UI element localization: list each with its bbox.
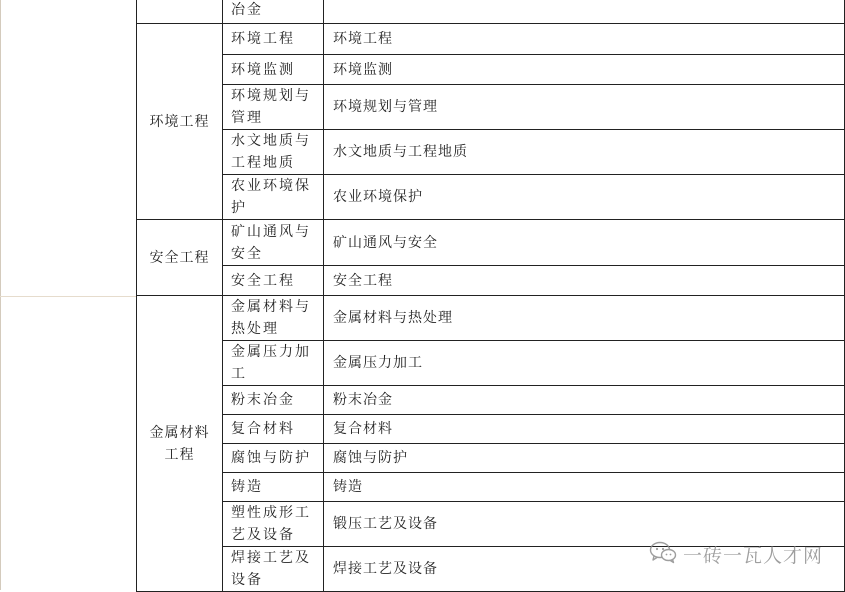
- page-left-border: [0, 0, 1, 590]
- table-row: [137, 130, 845, 175]
- major-cell: 农业环境保护: [324, 175, 845, 220]
- major-cell: 金属压力加工: [324, 341, 845, 386]
- table-row: [137, 386, 845, 415]
- major-cell: 粉末冶金: [324, 386, 845, 415]
- major-cell: 环境监测: [324, 55, 845, 85]
- table-row: [137, 341, 845, 386]
- table-row: [137, 473, 845, 502]
- category-cell: [137, 0, 223, 24]
- sub-major-cell: 安全工程: [223, 266, 324, 296]
- table-row: [137, 296, 845, 341]
- table-row: [137, 220, 845, 266]
- sub-major-cell: 环境工程: [223, 24, 324, 55]
- table-row: [137, 24, 845, 55]
- major-cell: 锻压工艺及设备: [324, 502, 845, 547]
- sub-major-cell: 金属材料与热处理: [223, 296, 324, 341]
- major-cell: [324, 0, 845, 24]
- watermark: [649, 540, 823, 569]
- major-cell: 复合材料: [324, 415, 845, 444]
- table-row: [137, 0, 845, 24]
- sub-major-cell: 水文地质与工程地质: [223, 130, 324, 175]
- sub-major-cell: 塑性成形工艺及设备: [223, 502, 324, 547]
- sub-major-cell: 农业环境保护: [223, 175, 324, 220]
- category-cell: 安全工程: [137, 220, 223, 296]
- sub-major-cell: 冶金: [223, 0, 324, 24]
- table-row: [137, 444, 845, 473]
- sub-major-cell: 粉末冶金: [223, 386, 324, 415]
- major-cell: 水文地质与工程地质: [324, 130, 845, 175]
- major-cell: 焊接工艺及设备: [324, 547, 845, 592]
- category-cell: 环境工程: [137, 24, 223, 220]
- category-cell: 金属材料工程: [137, 296, 223, 592]
- major-cell: 环境工程: [324, 24, 845, 55]
- sub-major-cell: 焊接工艺及设备: [223, 547, 324, 592]
- sub-major-cell: 环境规划与管理: [223, 85, 324, 130]
- table-row: [137, 85, 845, 130]
- wechat-icon: [649, 540, 677, 569]
- major-cell: 安全工程: [324, 266, 845, 296]
- sub-major-cell: 铸造: [223, 473, 324, 502]
- left-column-divider: [0, 296, 136, 297]
- major-catalog-table: [136, 0, 845, 592]
- major-cell: 环境规划与管理: [324, 85, 845, 130]
- sub-major-cell: 环境监测: [223, 55, 324, 85]
- sub-major-cell: 矿山通风与安全: [223, 220, 324, 266]
- major-cell: 腐蚀与防护: [324, 444, 845, 473]
- watermark-text: 一砖一瓦人才网: [682, 545, 823, 567]
- table-row: [137, 266, 845, 296]
- sub-major-cell: 金属压力加工: [223, 341, 324, 386]
- table-row: [137, 415, 845, 444]
- major-cell: 铸造: [324, 473, 845, 502]
- major-cell: 金属材料与热处理: [324, 296, 845, 341]
- table-row: [137, 175, 845, 220]
- sub-major-cell: 复合材料: [223, 415, 324, 444]
- major-cell: 矿山通风与安全: [324, 220, 845, 266]
- sub-major-cell: 腐蚀与防护: [223, 444, 324, 473]
- table-row: [137, 55, 845, 85]
